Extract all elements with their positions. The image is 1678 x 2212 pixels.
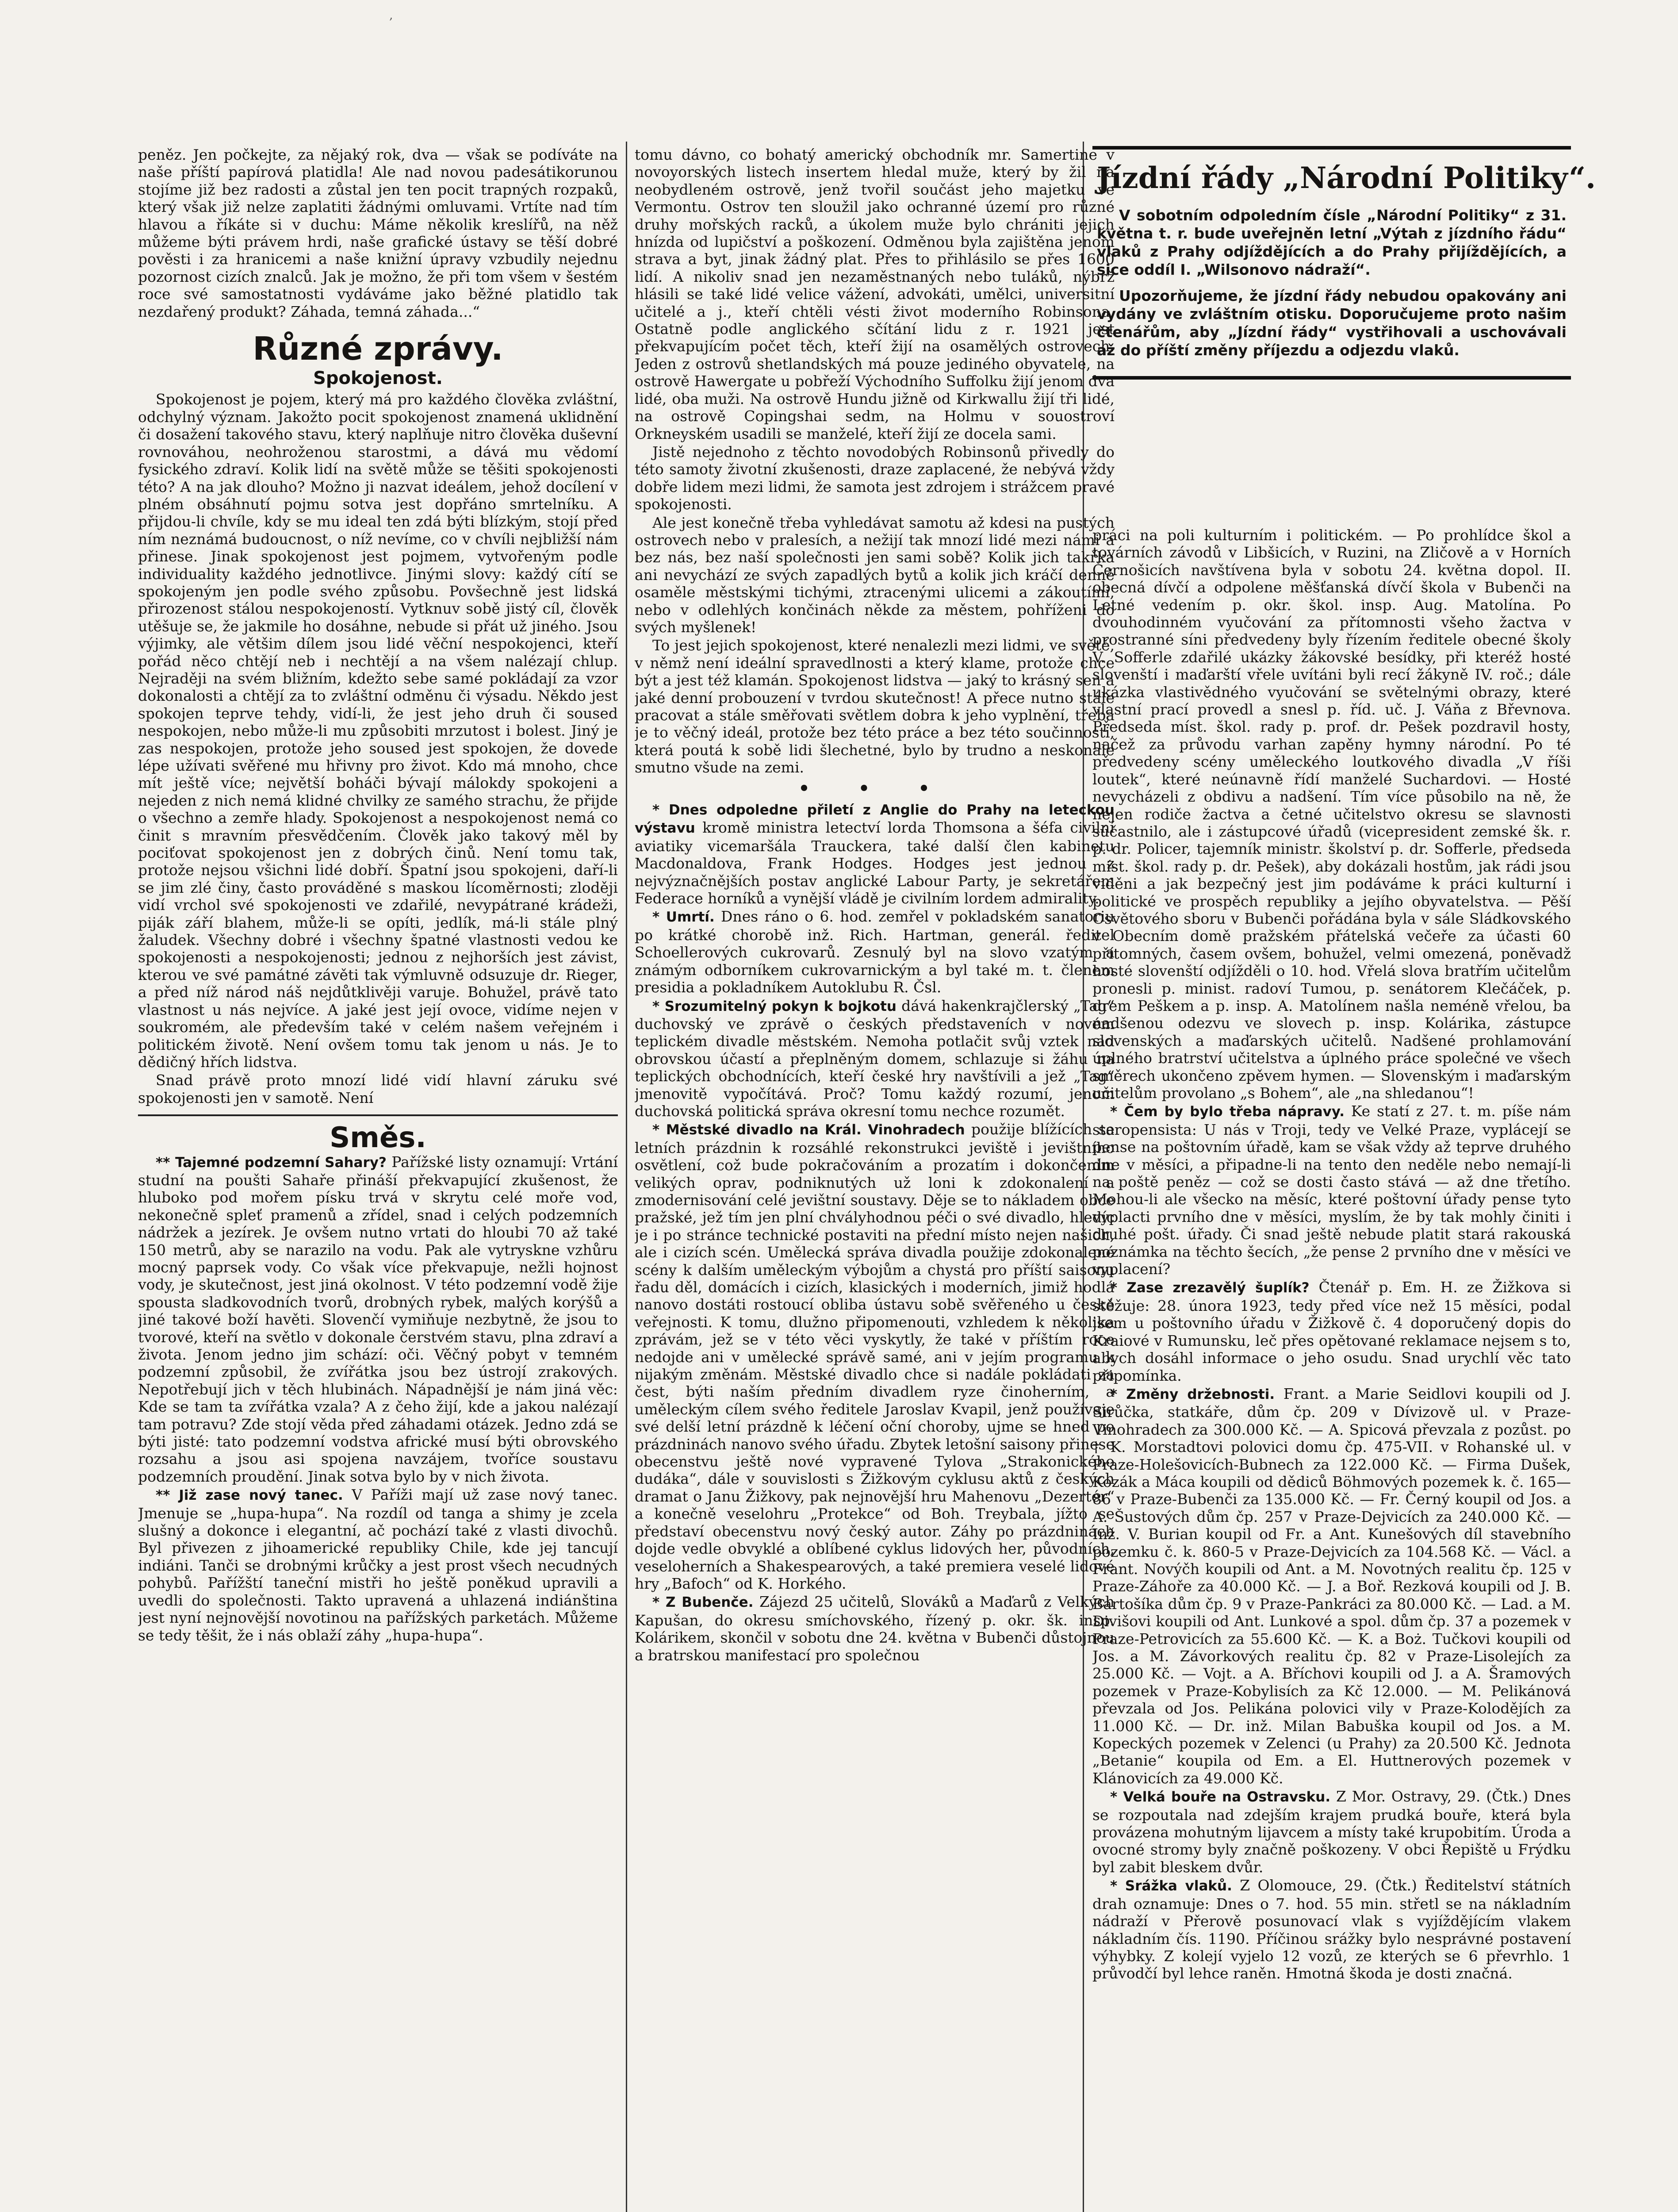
article-paragraph: Ale jest konečně třeba vyhledávat samotu až kdesi na pustých ostrovech nebo v pralesích, a nežijí tak mnozí lidé mezi námi a bez nás, bez naší společnosti jen sami sobě? Kolik jich takřka ani nevychází ze svých zapadlých bytů a kolik jich kráčí denně osaměle městskými tichými, ztracenými ulicemi a zákoutími, nebo v odlehlých končinách někde za městem, pohříženi do svých myšlenek! — [635, 514, 1115, 636]
news-item-text: Čtenář p. Em. H. ze Žižkova si stěžuje: 28. února 1923, tedy před více než 15 měsíci, podal jsem u poštovního úřadu v Žižkově č. 4 doporučený dopis do Kraiové v Rumunsku, leč přes opětované reklamace nejsem s to, abych dosáhl informace o jeho osudu. Snad urychlí věc tato připomínka. — [1092, 1279, 1571, 1384]
news-item — [1092, 1102, 1571, 1278]
news-item — [1092, 1877, 1571, 1982]
horizontal-rule — [138, 1114, 618, 1116]
timetable-notice-box — [1092, 146, 1596, 380]
timetable-notice-text: V sobotním odpoledním čísle „Národní Politiky“ z 31. května t. r. bude uveřejněn letní „Výtah z jízdního řádu“ vlaků z Prahy odjíždějících a do Prahy přijíždějících, a sice oddíl I. „Wilsonovo nádraží“. — [1097, 207, 1567, 278]
news-item — [635, 908, 1115, 996]
scan-mark: ‚ — [389, 9, 393, 22]
column-left — [138, 146, 618, 2212]
news-item — [138, 1153, 618, 1486]
news-item — [635, 1121, 1115, 1592]
news-item — [635, 997, 1115, 1120]
news-item-text: dává hakenkrajčlerský „Tag“ duchovský ve zprávě o českých představeních v novém teplickém divadle městském. Nemoha potlačit svůj vztek nad obrovskou účastí a přeplněným domem, schlazuje si žáhu na teplických obchodnících, kteří české hry navštívili a jež „Tag“ jmenovitě vypočítává. Proč? Tomu každý rozumí, jenom duchovská politická správa okresní tomu nechce rozumět. — [635, 997, 1115, 1120]
news-item-lead: ** Tajemné podzemní Sahary? — [156, 1154, 387, 1171]
timetable-notice-title: Jízdní řády „Národní Politiky“. — [1097, 161, 1596, 195]
news-item-lead: * Změny držebnosti. — [1110, 1386, 1275, 1402]
news-item-text: Frant. a Marie Seidlovi koupili od J. Sirůčka, statkáře, dům čp. 209 v Dívizově ul. v Praze-Vinohradech za 300.000 Kč. — A. Spicová převzala z pozůst. po † K. Morstadtovi polovici domu čp. 475-VII. v Rohanské ul. v Praze-Holešovicích-Bubnech za 122.000 Kč. — Firma Dušek, Kozák a Máca koupili od dědiců Böhmových pozemek k. č. 165—86 v Praze-Bubenči za 135.000 Kč. — Fr. Černý koupil od Jos. a A. Šustových dům čp. 257 v Praze-Dejvicích za 240.000 Kč. — Inž. V. Burian koupil od Fr. a Ant. Kunešových díl stavebního pozemku č. k. 860-5 v Praze-Dejvicích za 104.568 Kč. — Václ. a Frant. Novýčh koupili od Ant. a M. Novotných realitu čp. 125 v Praze-Záhoře za 40.000 Kč. — J. a Boř. Rezková koupili od J. B. Bartošíka dům čp. 9 v Praze-Pankráci za 80.000 Kč. — Lad. a M. Divišovi koupili od Ant. Lunkové a spol. dům čp. 37 a pozemek v Praze-Petrovicích za 55.600 Kč. — K. a Boż. Tučkovi koupili od Jos. a M. Závorkových realitu čp. 82 v Praze-Lisolejích za 25.000 Kč. — Vojt. a A. Bříchovi koupili od J. a A. Šramových pozemek v Praze-Kobylisích za Kč 12.000. — M. Pelikánová převzala od Jos. Pelikána polovici vily v Praze-Kolodějích za 11.000 Kč. — Dr. inž. Milan Babuška koupil od Jos. a M. Kopeckých pozemek v Zelenci (u Prahy) za 20.500 Kč. Jednota „Betanie“ koupila od Em. a El. Huttnerových pozemek v Klánovicích za 49.000 Kč. — [1092, 1385, 1571, 1787]
news-item-lead: ** Již zase nový tanec. — [156, 1487, 343, 1504]
article-paragraph: tomu dávno, co bohatý americký obchodník mr. Samertine v novoyorských listech insertem hledal muže, který by žil na neobydleném ostrově, jenž tvořil součást jeho majetku ve Vermontu. Ostrov ten sloužil jako ochranné území pro různé druhy mořských racků, a úkolem muže bylo chrániti jejich hnízda od lupičství a poškození. Odměnou byla zajištěna jenom strava a byt, jinak žádný plat. Přes to přihlásilo se přes 1600 lidí. A nikoliv snad jen nezaměstnaných nebo tuláků, nýbrž hlásili se také lidé velice vážení, advokáti, umělci, universitní učitelé a j., kteří chtěli vésti život moderního Robinsona. Ostatně podle anglického sčítání lidu z r. 1921 jest překvapujícím počet těch, kteří žijí na osamělých ostrovech. Jeden z ostrovů shetlandských má pouze jediného obyvatele, na ostrově Hawergate u pobřeží Východního Suffolku žijí jenom dva lidé, oba muži. Na ostrově Hundu jižně od Kirkwallu žijí tři lidé, na ostrově Copingshai sedm, na Holmu v souostroví Orkneyském usadili se manželé, kteří žijí ze docela sami. — [635, 146, 1115, 442]
news-item — [635, 1593, 1115, 1664]
column-right — [1092, 526, 1571, 2212]
news-item-text: Zájezd 25 učitelů, Slováků a Maďarů z Velkých Kapušan, do okresu smíchovského, řízený p. okr. šk. insp. Kolárikem, skončil v sobotu dne 24. května v Bubenči důstojnou a bratrskou manifestací pro společnou — [635, 1593, 1115, 1664]
news-item — [1092, 1788, 1571, 1876]
news-item-text: Z Olomouce, 29. (Čtk.) Ředitelství státních drah oznamuje: Dnes o 7. hod. 55 min. střetl se na nákladním nádraží v Přerově posunovací vlak s vyjíždějícím vlakem nákladním čís. 1190. Příčinou srážky bylo nesprávné postavení výhybky. Z kolejí vyjelo 12 vozů, ze kterých se 6 převrhlo. 1 průvodčí byl lehce raněn. Hmotná škoda je dosti značná. — [1092, 1877, 1571, 1982]
article-heading-spokojenost: Spokojenost. — [313, 368, 443, 389]
news-item — [138, 1486, 618, 1644]
news-item-lead: * Z Bubenče. — [652, 1594, 754, 1611]
news-item-lead: * Srážka vlaků. — [1110, 1878, 1232, 1894]
news-item-lead: * Dnes odpoledne přiletí z Anglie do Prahy na leteckou výstavu — [635, 802, 1115, 837]
column-divider — [626, 142, 627, 2212]
news-item-lead: * Zase zrezavělý šuplík? — [1110, 1280, 1310, 1296]
news-item — [1092, 1279, 1571, 1384]
column-middle — [635, 146, 1115, 2212]
section-separator-dots: • • • — [798, 778, 951, 799]
article-paragraph: Snad právě proto mnozí lidé vidí hlavní záruku své spokojenosti jen v samotě. Není — [138, 1071, 618, 1106]
news-item-text: použije blížících se letních prázdnin k rozsáhlé rekonstrukci jeviště i jevištního osvětlení, což bude pokračováním a prozatím i dokončením velikých oprav, podniknutých už loni k zdokonalení a zmodernisování celé jevištní soustavy. Děje se to nákladem obce pražské, jež tím jen plní chvályhodnou péči o své divadlo, hledíc je i po stránce technické postaviti na přední místo nejen našich, ale i cizích scén. Umělecká správa divadla použije zdokonalené scény k dalším uměleckým výbojům a chystá pro příští saisonu řadu děl, domácích i cizích, klasických i moderních, jimiž hodlá nanovo dostáti rostoucí obliba ústavu sobě svěřeného u české veřejnosti. K tomu, dlužno připomenouti, vzhledem k několika zprávám, jež se v této věci vyskytly, že také v příštím roce nedojde ani v umělecké správě samé, ani v jejím programu k nijakým změnám. Městské divadlo chce si nadále pokládati za čest, býti naším předním divadlem ryze činoherním, a uměleckým cílem svého ředitele Jaroslav Kvapil, jenž používaje své delší letní prázdně k léčení oční choroby, ujme se hned po prázdninách nanovo svého úřadu. Zbytek letošní saisony přinese obecenstvu ještě nové vypravené Tylova „Strakonického dudáka“, dále v souvislosti s Žižkovým cyklusu aktů z českých dramat o Janu Žižkovy, pak nejnovější hru Mahenovu „Dezertér“ a konečně veselohru „Protekce“ od Boh. Treybala, jížto se představí obecenstvu nový český autor. Záhy po prázdninách dojde vedle obvyklé a oblíbené cyklus lidových her, původních, veseloherních a Shakespearových, a také premiera veselé lidové hry „Bafoch“ od K. Horkého. — [635, 1121, 1115, 1592]
news-item — [635, 801, 1115, 907]
article-paragraph: Jistě nejednoho z těchto novodobých Robinsonů přivedly do této samoty životní zkušenosti, draze zaplacené, že nebývá vždy dobře lidem mezi lidmi, že samota jest zdrojem i strážcem pravé spokojenosti. — [635, 443, 1115, 513]
section-heading-smes: Směs. — [329, 1121, 426, 1155]
news-item-lead: * Umrtí. — [652, 909, 715, 926]
news-item-text: Dnes ráno o 6. hod. zemřel v pokladském sanatoriu po krátké chorobě inž. Rich. Hartman, generál. ředitel Schoellerových cukrovarů. Zesnulý byl na slovo vzatým a známým odborníkem cukrovarnickým a byl také m. t. členem presidia a pokladníkem Autoklubu R. Čsl. — [635, 908, 1115, 996]
news-item-lead: * Srozumitelný pokyn k bojkotu — [652, 998, 896, 1014]
timetable-notice-text: Upozorňujeme, že jízdní řády nebudou opakovány ani vydány ve zvláštním otisku. Doporučujeme proto našim čtenářům, aby „Jízdní řády“ vystřihovali a uschovávali až do příští změny příjezdu a odjezdu vlaků. — [1097, 287, 1567, 359]
section-heading-ruzne-zpravy: Různé zprávy. — [253, 330, 503, 368]
news-item-lead: * Čem by bylo třeba nápravy. — [1110, 1104, 1345, 1120]
article-paragraph: Spokojenost je pojem, který má pro každého člověka zvláštní, odchylný význam. Jakožto pocit spokojenost znamená uklidnění či dosažení takového stavu, který naplňuje nitro člověka duševní rovnováhou, neohroženou starostmi, a dává mu vědomí fysického zdraví. Kolik lidí na světě může se těšiti spokojenosti této? A na jak dlouho? Možno ji nazvat ideálem, jehož docílení v plném obsáhnutí pojmu sotva jest dopřáno smrtelníku. A přijdou-li chvíle, kdy se mu ideal ten zdá býti blízkým, stojí před ním neznámá budoucnost, o níž nevíme, co v chvíli nejbližší nám přinese. Jinak spokojenost jest pojmem, vytvořeným podle individuality každého jednotlivce. Jinými slovy: každý cítí se spokojeným jen podle svého způsobu. Povšechně jest lidská přirozenost stálou nespokojeností. Vytknuv sobě jistý cíl, člověk utěšuje se, že jakmile ho dosáhne, nebude si přát už jiného. Jsou výjimky, ale většim dílem jsou lidé věční nespokojenci, kteří pořád něco chtějí neb i nechtějí a na všem nalézají chlup. Nejraději na svém bližním, kdežto sebe samé pokládají za vzor dokonalosti a chtějí za to zvláštní odměnu či výsadu. Někdo jest spokojen teprve tehdy, vidí-li, že jest jeho druh či soused nespokojen, nebo může-li mu způsobiti mrzutost i bolest. Jiný je zas nespokojen, protože jeho soused jest spokojen, že dovede lépe užívati svěřené mu hřivny pro život. Kdo má mnoho, chce mít ještě více; největší boháči bývají málokdy spokojeni a nejeden z nich nemá klidné chvilky ze samého strachu, že přijde o všechno a zemře hlady. Spokojenost a nespokojenost nemá co činit s mravním přesvědčením. Člověk jako takový měl by pociťovat spokojenost jen z dobrých činů. Není tomu tak, protože nejsou všichni lidé dobří. Špatní jsou spokojeni, daří-li se jim zlé činy, často prováděné s maskou lícoměrnosti; zloději vidí vrchol své spokojenosti ve zdařilé, nevypátrané krádeži, piják září blahem, může-li se opíti, jedlík, má-li stále plný žaludek. Všechny dobré i všechny špatné vlastnosti vedou ke spokojenosti a nespokojenosti; jednou z nejhorších jest závist, kterou ve své památné závěti tak výmluvně odsuzuje dr. Rieger, a před níž národ náš nejdůtklivěji varuje. Bohužel, právě tato vlastnost u nás nejvíce. A jaké jest její ovoce, vidíme nejen v soukromém, ale především také v celém našem veřejném i politickém životě. Není ovšem tomu tak jenom u nás. Je to dědičný hřích lidstva. — [138, 391, 618, 1071]
news-item-text: Pařížské listy oznamují: Vrtání studní na poušti Sahaře přináší překvapující zkušenost, že hluboko pod mořem písku trvá v skrytu celé moře vod, nekonečně spleť pramenů a zřídel, snad i celých podzemních nádržek a jezírek. Je ovšem nutno vrtati do hloubi 70 až také 150 metrů, aby se narazilo na vodu. Pak ale vytryskne vzhůru mocný paprsek vody. Co však více překvapuje, nežli hojnost vody, je skutečnost, jest jiná okolnost. V této podzemní vodě žije spousta sladkovodních tvorů, drobných rybek, malých korýšů a jiné takové boží havěti. Slovenčí vymiňuje nezbytně, že jsou to tvorové, kteří na světlo v dokonale čerstvém stavu, plna zdraví a života. Jenom jedno jim schází: oči. Věčný pobyt v temném podzemní způsobil, že zvířátka jsou bez ústrojí zrakových. Nepotřebují jich v těch hlubinách. Nápadnější je nám jiná věc: Kde se tam ta zvířátka vzala? A z čeho žijí, kde a jakou nalézají tam potravu? Zde stojí věda před záhadami otázek. Jedno zdá se býti jisté: tato podzemní vodstva africké musí býti obrovského rozsahu a jsou asi spojena navzájem, tvoříce soustavu podzemních proudění. Jinak sotva bylo by v nich života. — [138, 1153, 618, 1485]
news-item-text: kromě ministra letectví lorda Thomsona a šéfa civilní aviatiky vicemaršála Trauckera, také další člen kabinetu Macdonaldova, Frank Hodges. Hodges jest jednou z nejvýznačnějších postav anglické Labour Party, je sekretářem Federace horníků a vynější vládě je civilním lordem admirality. — [635, 819, 1115, 907]
news-item-text: Ke statí z 27. t. m. píše nám staropensista: U nás v Troji, tedy ve Velké Praze, vyplácejí se pense na poštovním úřadě, kam se však vždy až teprve druhého dne v měsíci, a připadne-li na tento den neděle nebo nemají-li na poště peněz — což se dosti často stává — až dne třetího. Mohou-li ale všecko na měsíc, které poštovní úřady pense tyto vyplacti prvního dne v měsíci, myslím, že by tak mohly činiti i druhé pošt. úřady. Či snad ještě nebude platit stará rakouská poznámka na těchto šecích, „že pense 2 prvního dne v měsíci ve vyplacení? — [1092, 1102, 1571, 1278]
news-item-text: Z Mor. Ostravy, 29. (Čtk.) Dnes se rozpoutala nad zdejším krajem prudká bouře, která byla provázena mohutným lijavcem a místy také krupobitím. Úroda a ovocné stromy byly značně poškozeny. V obci Řepiště u Frýdku byl zabit bleskem dvůr. — [1092, 1788, 1571, 1876]
article-continuation: peněz. Jen počkejte, za nějaký rok, dva — však se podíváte na naše příští papírová platidla! Ale nad novou padesátikorunou stojíme již bez radosti a zůstal jen ten pocit trapných rozpaků, který však již nelze zaplatiti žádnými omluvami. Vrtíte nad tím hlavou a říkáte si v duchu: Máme několik kreslířů, na něž můžeme býti právem hrdi, naše grafické ústavy se těší dobré pověsti i za hranicemi a naše knižní úpravy vzbudily nejednu pozornost cizích znalců. Jak je možno, že při tom všem v šestém roce své samostatnosti vydáváme jako běžné platidlo tak nezdařený produkt? Záhada, temná záhada...“ — [138, 146, 618, 320]
news-item-lead: * Městské divadlo na Král. Vinohradech — [652, 1122, 965, 1138]
news-item-lead: * Velká bouře na Ostravsku. — [1110, 1789, 1331, 1805]
news-item — [1092, 1385, 1571, 1787]
news-item-text: V Paříži mají už zase nový tanec. Jmenuje se „hupa-hupa“. Na rozdíl od tanga a shimy je zcela slušný a dokonce i elegantní, ač pochází také z vlasti divochů. Byl přivezen z jihoamerické republiky Chile, kde jej tancují indiáni. Tanči se drobnými krůčky a jest prost všech necudných pohybů. Pařížští taneční mistři ho ještě poněkud upravili a uvedli do společnosti. Takto upravená a uhlazená indiánština jest nyní nejnovější novotinou na pařížských parketách. Můžeme se tedy těšit, že i nás oblaží záhy „hupa-hupa“. — [138, 1486, 618, 1644]
article-paragraph: práci na poli kulturním i politickém. — Po prohlídce škol a továrních závodů v Libšicích, v Ruzini, na Zličově a v Horních Černošicích navštívena byla v sobotu 24. května dopol. II. obecná dívčí a odpolene měšťanská dívčí škola v Bubenči na Letné vedením p. okr. škol. insp. Aug. Matolína. Po dvouhodinném vyučování za přítomnosti všeho žactva v prostranné síni předvedeny byly řízením ředitele obecné školy V. Sofferle zdařilé ukázky žákovské besídky, při kteréž hosté slovenští i maďarští vřele uvítáni byli recí žákyně IV. roč.; dále ukázka vlastivědného vyučování se světelnými obrazy, které vlastní prací provedl a snesl p. říd. uč. J. Váňa z Břevnova. Předseda míst. škol. rady p. prof. dr. Pešek pozdravil hosty, načež za průvodu varhan zapěny hymny národní. Po té předvedeny scény uměleckého loutkového divadla „V říši loutek“, které neúnavně řídí manželé Suchardovi. — Hosté nevycházeli z obdivu a nadšení. Tím více působilo na ně, že nejen rodiče žactva a četné učitelstvo okresu se slavnosti súčastnilo, ale i zástupcové úřadů (vicepresident zemské šk. r. p. dr. Policer, tajemník ministr. školství p. dr. Sofferle, předseda míst. škol. rady p. dr. Pešek), aby dokázali hostům, jak rádi jsou viděni a jak bezpečný jest jim podáváme k práci kulturní i politické ve prospěch republiky a jejího obyvatelstva. — Pěší Osvětového sboru v Bubenči pořádána byla v sále Sládkovského v Obecním domě pražském přátelská večeře za účasti 60 přítomných, časem ovšem, bohužel, velmi omezená, poněvadž hosté slovenští odjížděli o 10. hod. Vřelá slova bratřím učitelům pronesli p. minist. radoví Tumou, p. senátorem Klečáček, p. drem Peškem a p. insp. A. Matolínem našla neméně vřelou, ba nadšenou odezvu ve slovech p. insp. Kolárika, zástupce slovenských a maďarských učitelů. Nadšené prohlamování úplného bratrství učitelstva a úplného práce společné ve všech směrech ukončeno zpěvem hymen. — Slovenským i maďarským učitelům provolano „s Bohem“, ale „na shledanou“! — [1092, 526, 1571, 1102]
article-paragraph: To jest jejich spokojenost, které nenalezli mezi lidmi, ve světě, v němž není ideální spravedlnosti a který klame, protože chce být a jest též klamán. Spokojenost lidstva — jaký to krásný sen a jaké denní probouzení v tvrdou skutečnost! A přece nutno stále pracovat a stále směřovati světlem dobra k jeho vyplnění, třeba je to věčný ideál, protože bez této práce a bez této součinnosti, která poutá k sobě lidi šlechetné, bylo by trudno a neskonale smutno všude na zemi. — [635, 637, 1115, 776]
